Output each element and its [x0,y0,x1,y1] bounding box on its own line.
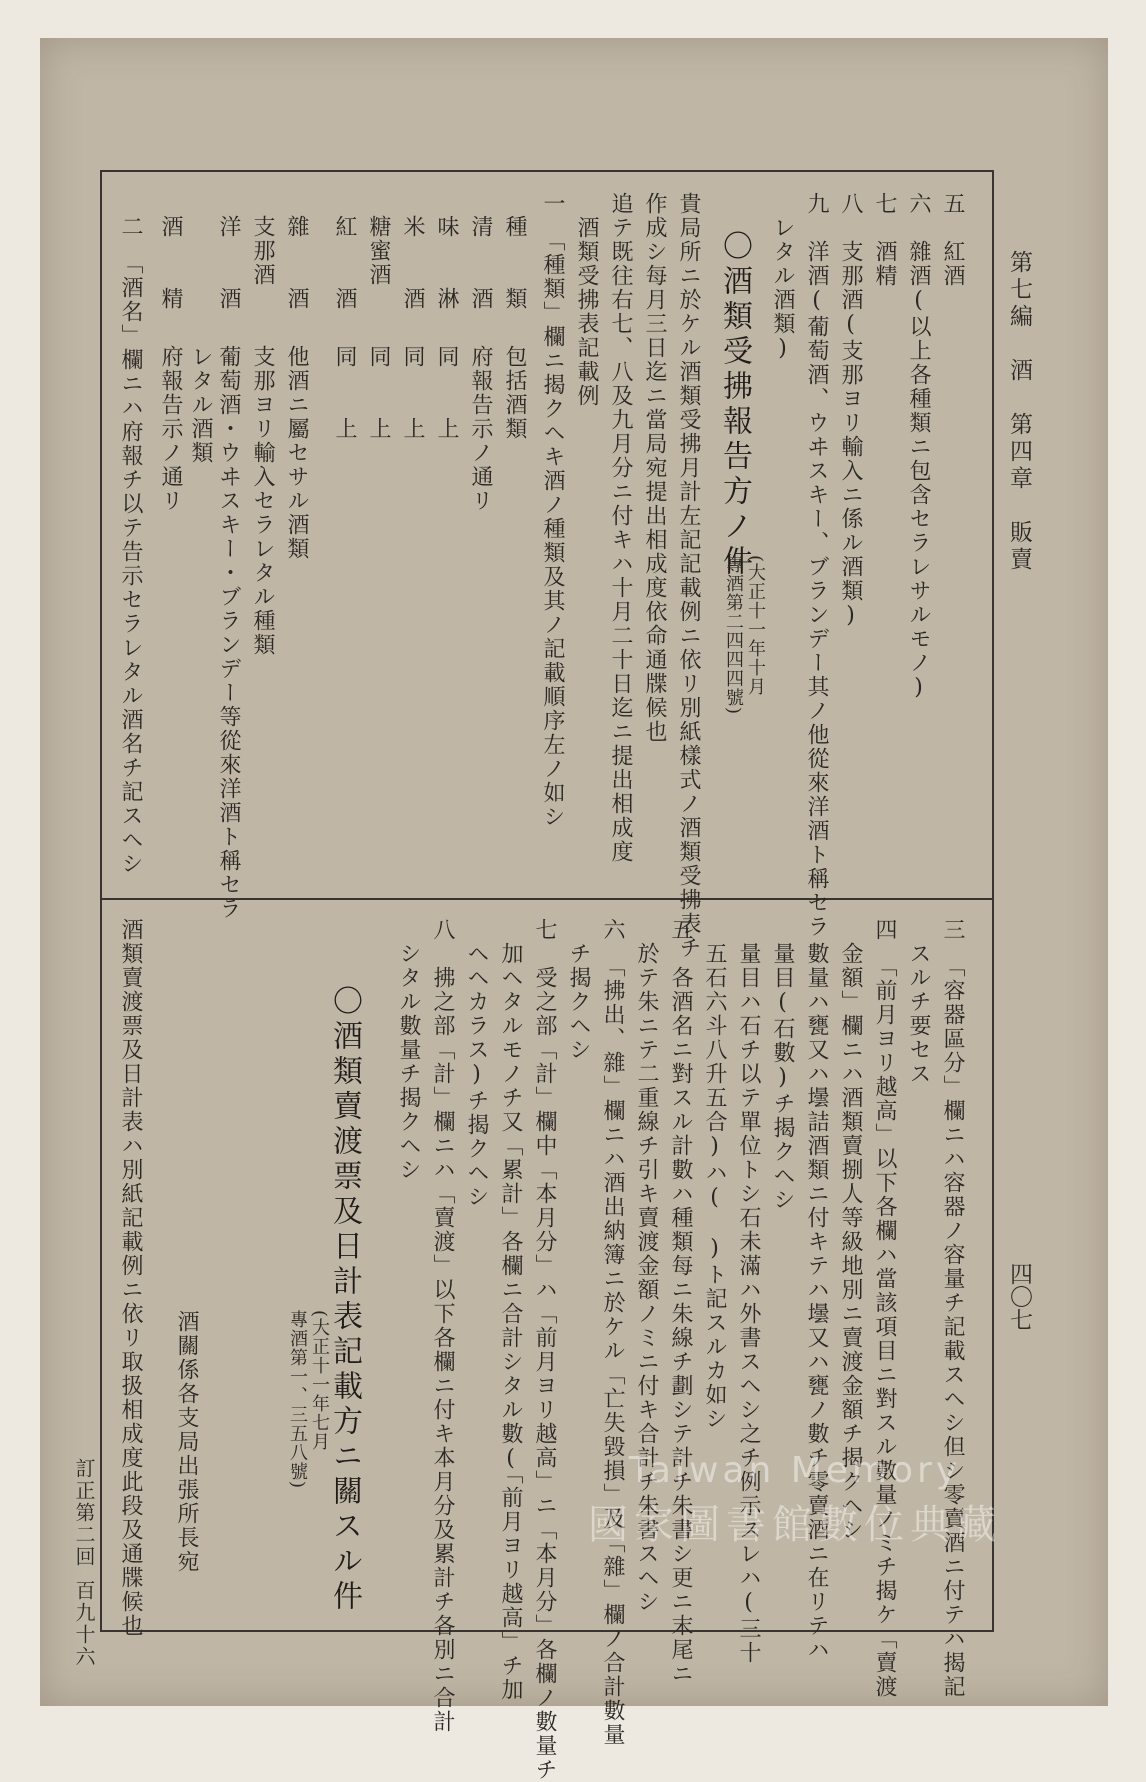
table-row-name: 糖蜜酒 [366,215,391,287]
rule-4-cont: 量目(石數)チ揭クヘシ [770,918,795,1212]
watermark [560,1450,1030,1550]
section-heading-1: 〇酒類受拂報告方ノ件 [717,230,752,580]
section-2-number: 專酒第一、三五八號) [287,1310,308,1490]
table-row-desc: 同 上 [434,345,459,441]
rule-5-cont: 於テ朱ニテ二重線チ引キ賣渡金額ノミニ付キ合計チ朱書スヘシ [634,918,659,1614]
rule-1: 一 「種類」欄ニ揭クヘキ酒ノ種類及其ノ記載順序左ノ如シ [540,192,565,829]
rule-4-cont: 金額」欄ニハ酒類賣捌人等級地別ニ賣渡金額チ揭クヘシ [838,918,863,1542]
running-header: 第七編 酒 第四章 販賣 [1006,250,1032,574]
table-row-desc: 府報告示ノ通リ [158,345,183,513]
table-row-name: 紅 酒 [332,215,357,311]
rule-8-cont: シタル數量チ揭クヘシ [396,918,421,1182]
table-row-desc: 府報告示ノ通リ [468,345,493,513]
rule-4-cont: 數量ハ甕又ハ壜詰酒類ニ付キテハ壜又ハ甕ノ數チ零賣酒ニ在リテハ [804,918,829,1662]
rule-7-cont: ヘヘカラス)チ揭クヘシ [464,918,489,1209]
watermark-text-en: Taiwan Memory [628,1450,962,1491]
addressee: 酒關係各支局出張所長宛 [174,1310,199,1574]
section-1-body-2: 作成シ每月三日迄ニ當局宛提出相成度依命通牒候也 [642,192,667,744]
table-row-name: 味 淋 [434,215,459,311]
rule-4: 四 「前月ヨリ越高」以下各欄ハ當該項目ニ對スル數量ノミチ揭ケ「賣渡 [872,918,897,1699]
table-row-name: 米 酒 [400,215,425,311]
rule-4-cont: 五石六斗八升五合)ハ( )ト記スルカ如シ [702,918,727,1431]
item-7: 七 酒精 [872,192,897,288]
table-row-desc: 同 上 [332,345,357,441]
section-heading-2: 〇酒類賣渡票及日計表記載方ニ關スル件 [327,985,362,1615]
section-1-number: 專酒第二四四四號) [723,555,744,716]
item-9-cont: レタル酒類) [770,192,795,363]
footer-page: 百九十六 [72,1580,96,1668]
section-1-date: (大正十一年十月 [745,555,766,697]
table-row-desc: 他酒ニ屬セサル酒類 [284,345,309,561]
rule-7: 七 受之部「計」欄中「本月分」ハ「前月ヨリ越高」ニ「本月分」各欄ノ數量チ [532,918,557,1782]
table-row-desc: 同 上 [366,345,391,441]
footer-revision: 訂正第二回 [72,1458,96,1568]
table-row-desc: 包括酒類 [502,345,527,441]
table-row-desc: 同 上 [400,345,425,441]
section-1-body-3: 追テ既往右七、八及九月分ニ付キハ十月二十日迄ニ提出相成度 [608,192,633,864]
rule-3: 三 「容器區分」欄ニハ容器ノ容量チ記載スヘシ但シ零賣酒ニ付テハ揭記 [940,918,965,1699]
example-title: 酒類受拂表記載例 [574,192,599,408]
table-row-desc: 支那ヨリ輸入セラレタル種類 [250,345,275,657]
rule-2: 二 「酒名」欄ニハ府報チ以テ告示セラレタル酒名チ記スヘシ [118,215,143,876]
rule-7-cont: 加ヘタルモノチ又「累計」各欄ニ合計シタル數(「前月ヨリ越高」チ加 [498,918,523,1702]
item-8: 八 支那酒(支那ヨリ輸入ニ係ル酒類) [838,192,863,630]
table-row-name: 支那酒 [250,215,275,287]
rule-8: 八 拂之部「計」欄ニハ「賣渡」以下各欄ニ付キ本月分及累計チ各別ニ合計 [430,918,455,1734]
rule-6-cont: チ揭クヘシ [566,918,591,1062]
table-row-name: 洋 酒 [216,215,241,311]
section-2-body: 酒類賣渡票及日計表ハ別紙記載例ニ依リ取扱相成度此段及通牒候也 [118,918,143,1638]
table-row-desc-cont: レタル酒類 [188,345,213,465]
table-row-name: 清 酒 [468,215,493,311]
section-1-body-1: 貴局所ニ於ケル酒類受拂月計左記記載例ニ依リ別紙樣式ノ酒類受拂表チ [676,192,701,960]
watermark-text-zh: 國家圖書館數位典藏 [588,1502,1002,1548]
table-row-name: 酒 精 [158,215,183,311]
rule-3-cont: スルチ要セス [906,918,931,1086]
section-2-date: (大正十一年七月 [309,1310,330,1452]
rule-6: 六 「拂出、雜」欄ニハ酒出納簿ニ於ケル「亡失毀損」及「雜」欄ノ合計數量 [600,918,625,1747]
item-6: 六 雜酒(以上各種類ニ包含セラレサルモノ) [906,192,931,702]
rule-4-cont: 量目ハ石チ以テ單位トシ石未滿ハ外書スヘシ之チ例示スレハ(三十 [736,918,761,1665]
table-row-desc: 葡萄酒・ウヰスキー・ブランデー等從來洋酒ト稱セラ [216,345,241,921]
page-number: 四〇七 [1006,1262,1032,1331]
table-row-name: 雜 酒 [284,215,309,311]
table-row-name: 種 類 [502,215,527,311]
item-5: 五 紅酒 [940,192,965,288]
item-9: 九 洋酒(葡萄酒、ウヰスキー、ブランデー其ノ他從來洋酒ト稱セラ [804,192,829,939]
rule-5: 五 各酒名ニ對スル計數ハ種類每ニ朱線チ劃シテ計チ朱書シ更ニ末尾ニ [668,918,693,1686]
